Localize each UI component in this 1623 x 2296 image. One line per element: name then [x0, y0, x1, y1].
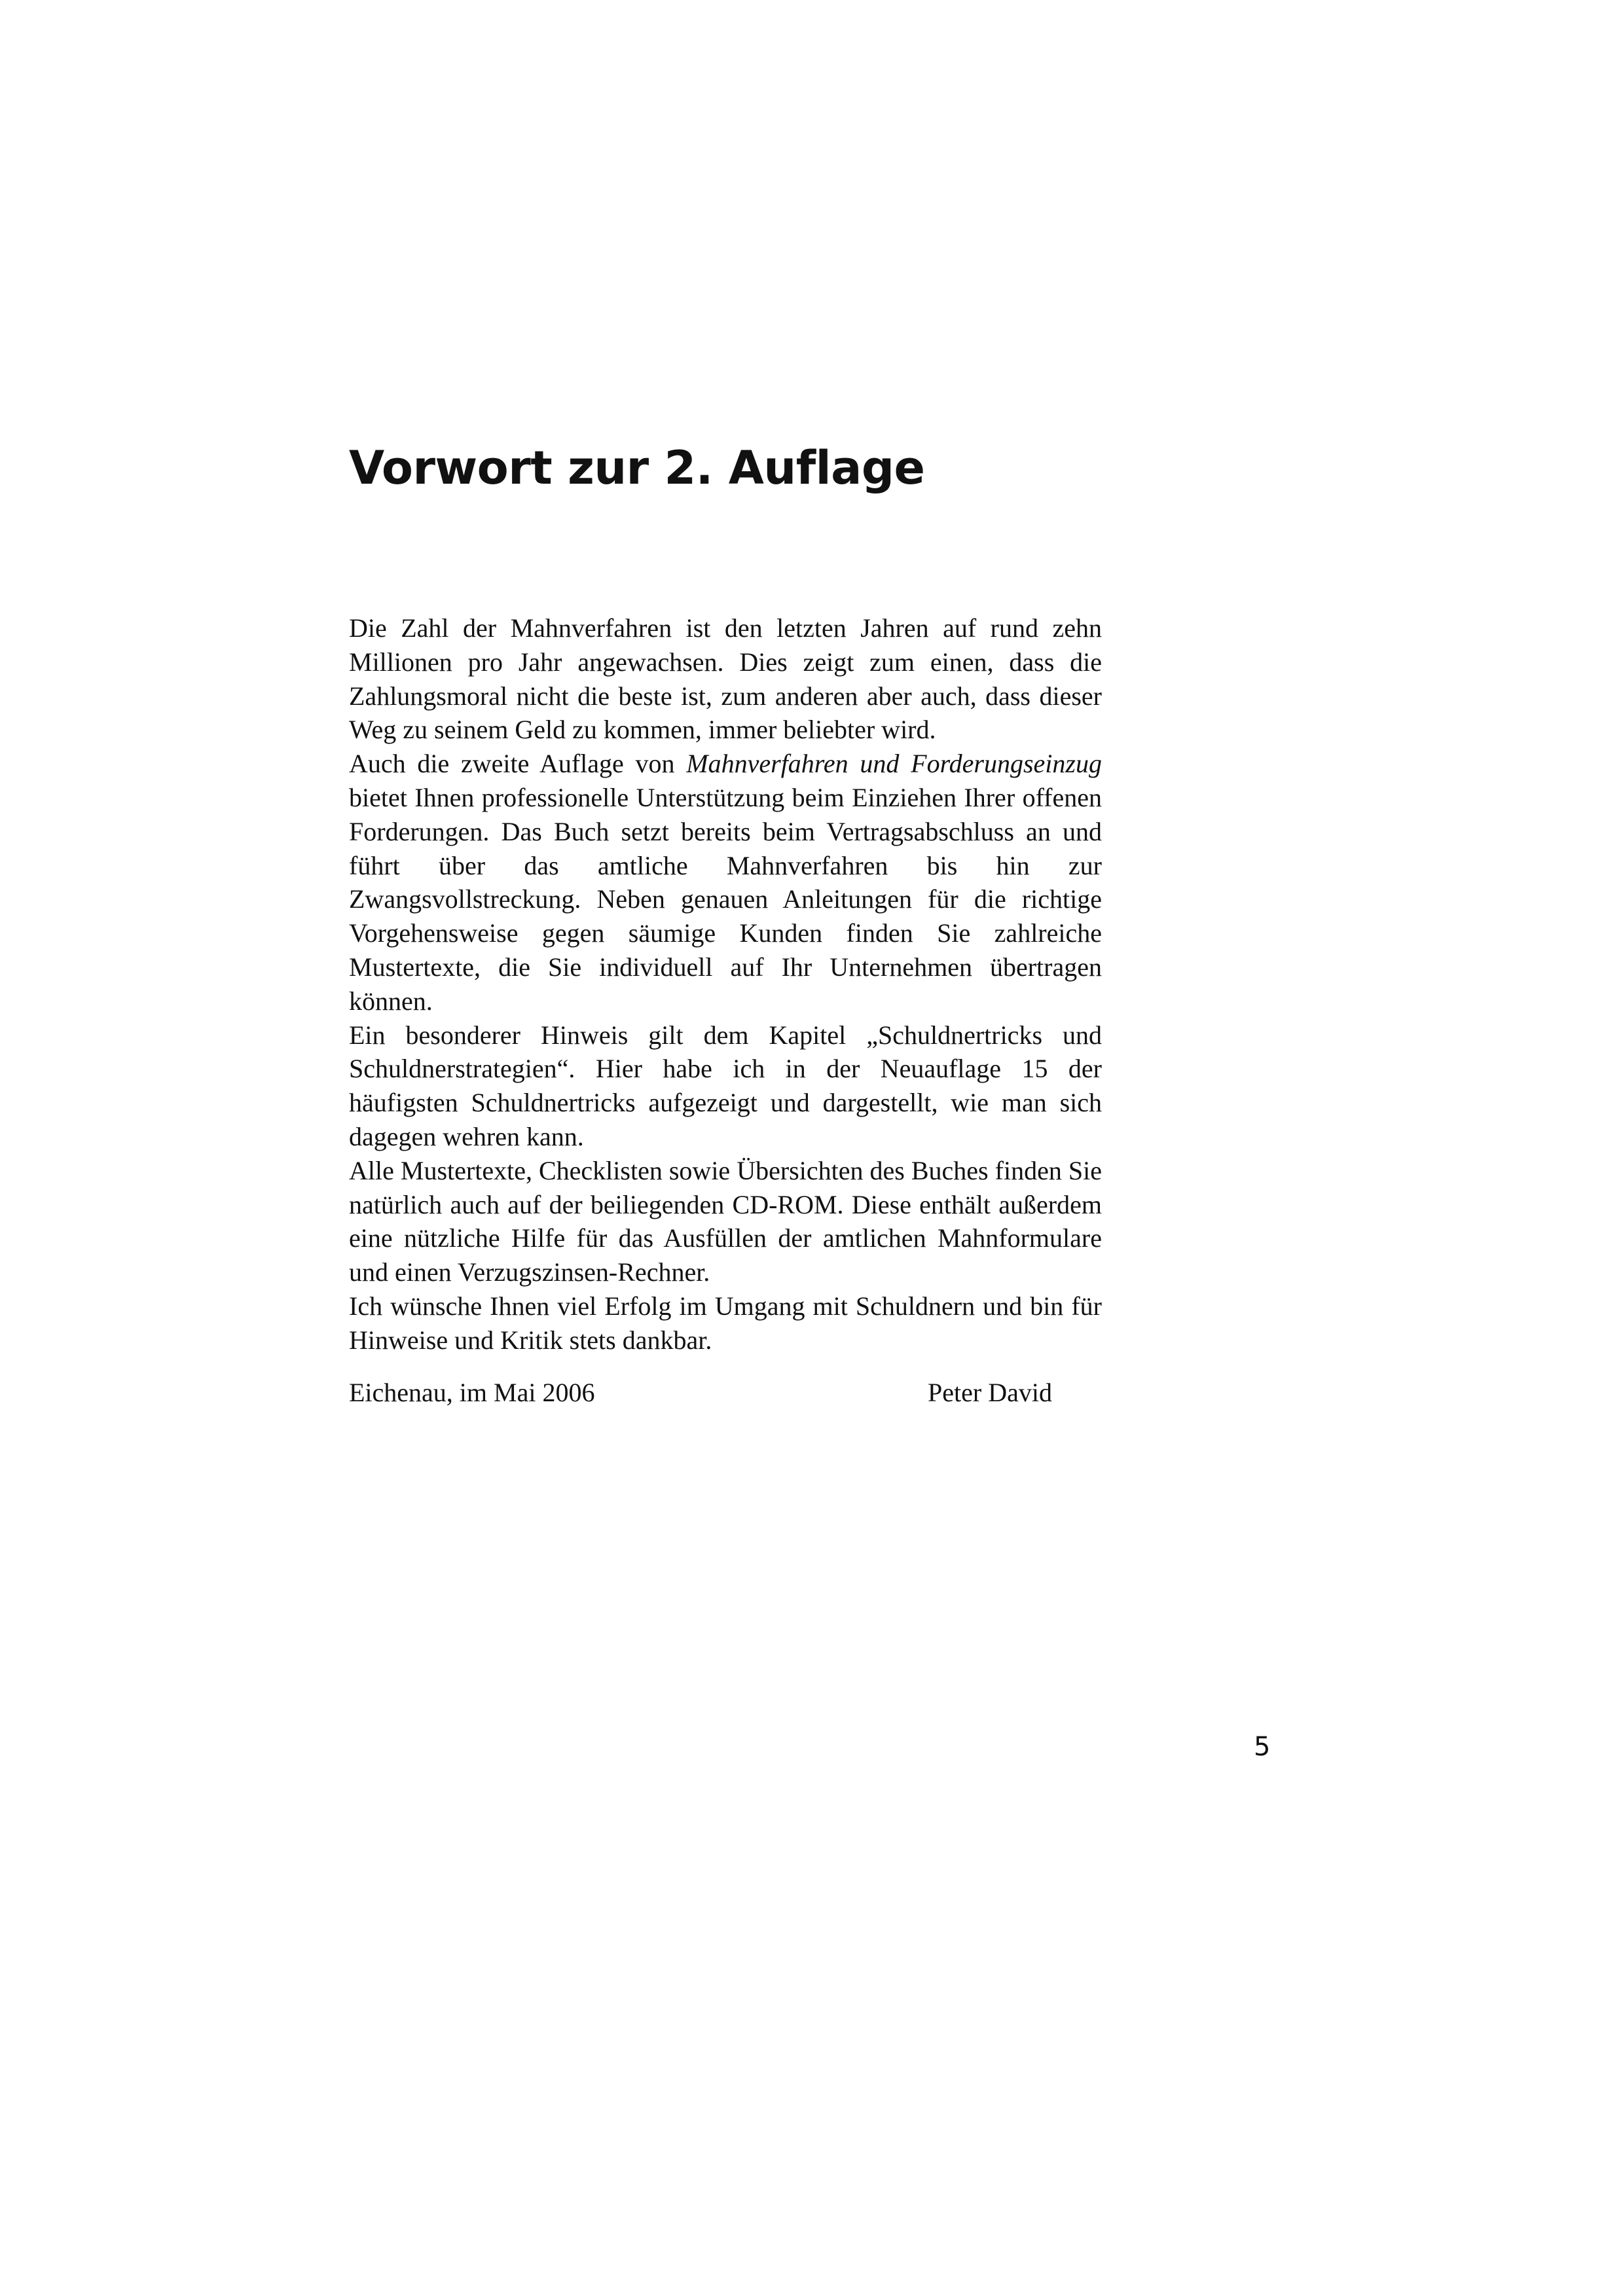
author-signature: Peter David	[928, 1378, 1052, 1407]
page-number: 5	[1254, 1732, 1271, 1762]
paragraph-5: Ich wünsche Ihnen viel Erfolg im Umgang mit Schuldnern und bin für Hinweise und Kritik stets dankbar.	[349, 1291, 1102, 1355]
page-title: Vorwort zur 2. Auflage	[349, 441, 925, 495]
paragraph-4: Alle Mustertexte, Checklisten sowie Übersichten des Buches finden Sie natürlich auch auf der beiliegenden CD-ROM. Diese enthält außerdem eine nützliche Hilfe für das Ausfüllen der amtlichen Mahnformulare und einen Verzugszinsen-Rechner.	[349, 1155, 1102, 1287]
paragraph-2	[349, 747, 1102, 1018]
paragraph-2-rest: bietet Ihnen professionelle Unterstützung beim Einziehen Ihrer offenen Forderungen. Das Buch setzt bereits beim Vertragsabschluss an und führt über das amtliche Mahnverfahren bis hin zur Zwangsvollstreckung. Neben genauen Anleitungen für die richtige Vorgehensweise gegen säumige Kunden finden Sie zahlreiche Mustertexte, die Sie individuell auf Ihr Unternehmen übertragen können.	[349, 782, 1102, 1016]
book-title: Mahnverfahren und Forderungseinzug	[686, 749, 1102, 779]
paragraph-2-intro: Auch die zweite Auflage von	[349, 749, 687, 779]
preface-body	[349, 611, 1102, 1357]
paragraph-1: Die Zahl der Mahnverfahren ist den letzten Jahren auf rund zehn Millionen pro Jahr angewachsen. Dies zeigt zum einen, dass die Zahlungsmoral nicht die beste ist, zum anderen aber auch, dass dieser Weg zu seinem Geld zu kommen, immer beliebter wird.	[349, 613, 1102, 745]
paragraph-3: Ein besonderer Hinweis gilt dem Kapitel „Schuldnertricks und Schuldnerstrategien“. Hier habe ich in der Neuauflage 15 der häufigsten Schuldnertricks aufgezeigt und dargestellt, wie man sich dagegen wehren kann.	[349, 1020, 1102, 1151]
place-and-date: Eichenau, im Mai 2006	[349, 1378, 595, 1407]
